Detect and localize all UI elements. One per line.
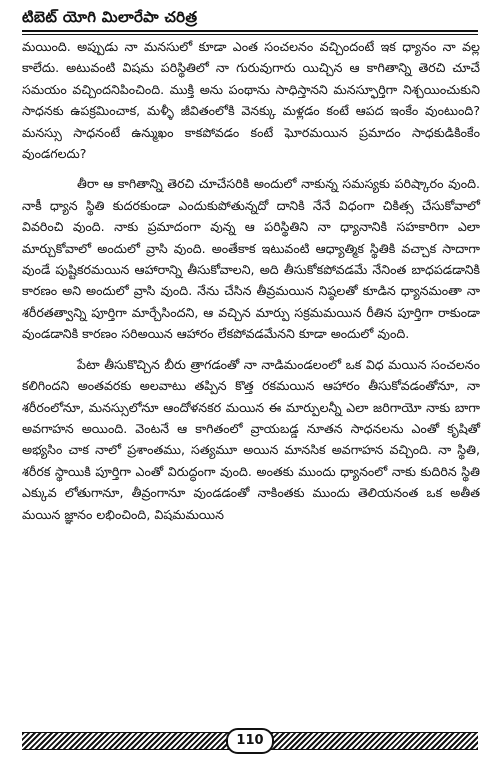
running-header [22,6,478,32]
paragraph-2: తీరా ఆ కాగితాన్ని తెరచి చూచేసరికి అందులో నాకున్న సమస్యకు పరిష్కారం వుంది. నాకీ ధ్యాన స్థితి కుదరకుండా ఎందుకుపోతున్నదో దానికి నేనే విధంగా చికిత్స చేసుకోవాలో వివరించి వుంది. నాకు ప్రమాదంగా వున్న ఆ పరిస్థితిని నా ధ్యానానికి సహకారిగా ఎలా మార్చుకోవాలో అందులో వ్రాసి వుంది. అంతేకాక ఇటువంటి ఆధ్యాత్మిక స్థితికి వచ్చాక సాదాగా వుండే పుష్టికరమయిన ఆహారాన్ని తీసుకోవాలని, అది తీసుకోకపోవడమే నేనింత బాధపడడానికి కారణం అని అందులో వ్రాసి వుంది. నేను చేసిన తీవ్రమయిన నిష్ఠలతో కూడిన ధ్యానమంతా నా శరీరతత్వాన్ని పూర్తిగా మార్చేసిందని, ఆ వచ్చిన మార్పు సక్రమమయిన రీతిన పూర్తిగా రాకుండా వుండడానికి కారణం సరిఅయిన ఆహారం లేకపోవడమేనని కూడా అందులో వుంది. [22,176,480,342]
page-footer [22,728,478,754]
paragraph-1: మయింది. అప్పుడు నా మనసులో కూడా ఎంత సంచలనం వచ్చిందంటే ఇక ధ్యానం నా వల్ల కాలేదు. అటువంటి విషమ పరిస్థితిలో నా గురువుగారు యిచ్చిన ఆ కాగితాన్ని తెరచి చూచే సమయం వచ్చిందనిపించింది. ముక్తి అను పంథాను సాధిస్తానని మనస్ఫూర్తిగా నిశ్చయించుకుని సాధనకు ఉపక్రమించాక, మళ్ళీ జీవితంలోకి వెనక్కు మళ్లడం కంటే ఆపద ఇంకేం వుంటుంది? మనస్సు సాధనంటే ఉన్ముఖం కాకపోవడం కంటే ఘోరమయిన ప్రమాదం సాధకుడికింకేం వుండగలదు? [22,39,480,162]
header-rule [22,34,478,35]
page-number: 110 [226,728,274,754]
body-text [22,36,480,534]
book-title: టిబెట్ యోగి మిలారేపా చరిత్ర [22,8,198,26]
paragraph-3: పేటా తీసుకొచ్చిన బీరు త్రాగడంతో నా నాడిమండలంలో ఒక విధ మయిన సంచలనం కలిగిందని అంతవరకు అలవాటు తప్పిన కొత్త రకమయిన ఆహారం తీసుకోవడంతోనూ, నా శరీరంలోనూ, మనస్సులోనూ ఆందోళనకర మయిన ఈ మార్పులన్నీ ఎలా జరిగాయో నాకు బాగా అవగాహన అయింది. వెంటనే ఆ కాగితంలో వ్రాయబడ్డ నూతన సాధనలను ఎంతో కృషితో అభ్యసిం చాక నాలో ప్రశాంతము, సత్యమూ అయిన మానసిక అవగాహన వచ్చింది. నా స్థితి, శరీరక స్థాయికి పూర్తిగా ఎంతో విరుద్ధంగా వుంది. అంతకు ముందు ధ్యానంలో నాకు కుదిరిన స్థితి ఎక్కువ లోతుగానూ, తీవ్రంగానూ వుండడంతో నాకింతకు ముందు తెలియనంత ఒక అతీత మయిన జ్ఞానం లభించింది, విషమమయిన [22,356,480,522]
